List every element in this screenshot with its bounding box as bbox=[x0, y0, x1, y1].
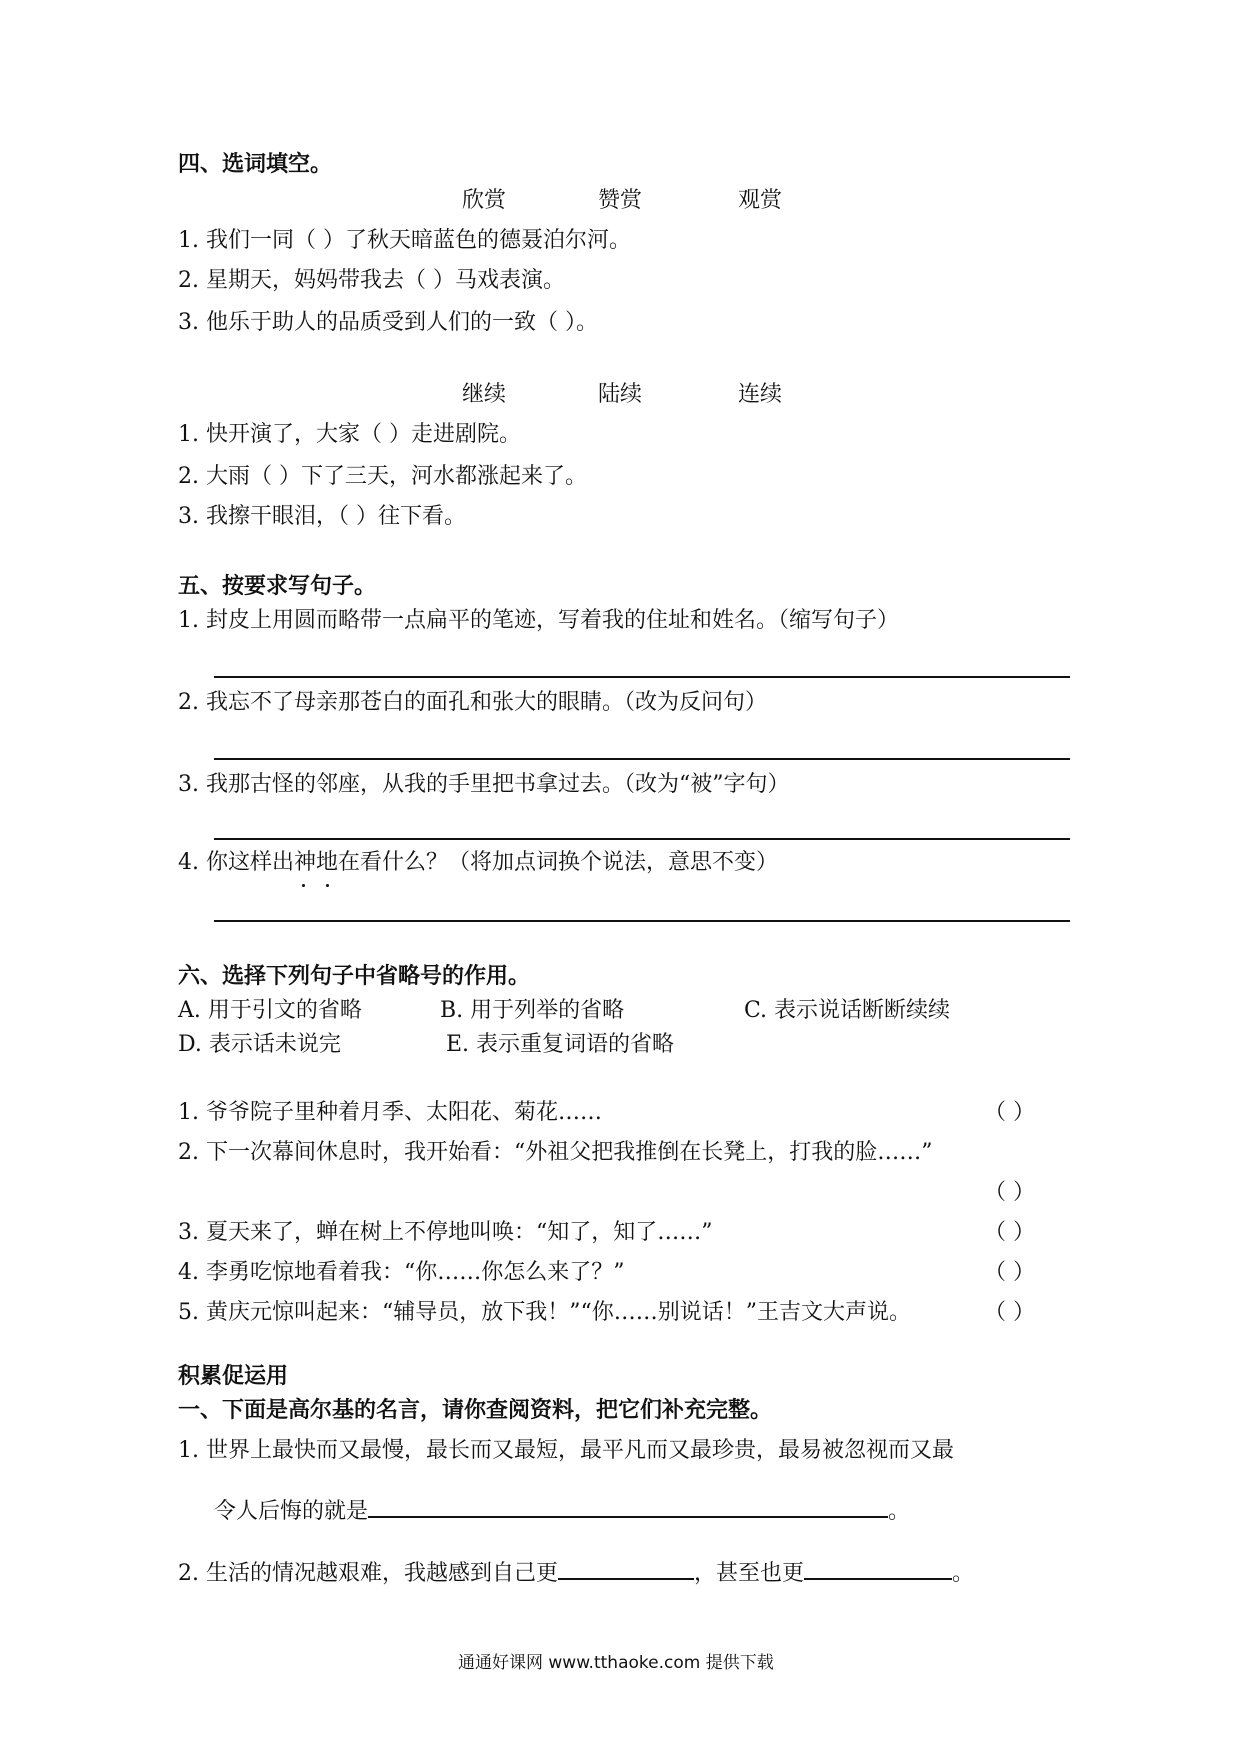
quote-prefix: 2. 生活的情况越艰难，我越感到自己更 bbox=[178, 1561, 558, 1586]
answer-line[interactable] bbox=[214, 758, 1070, 760]
answer-paren[interactable]: （ ） bbox=[984, 1180, 1035, 1205]
question-item: 2. 大雨（ ）下了三天，河水都涨起来了。 bbox=[178, 464, 587, 489]
question-item: 4. 李勇吃惊地看着我：“你……你怎么来了？” bbox=[178, 1260, 625, 1285]
answer-line[interactable] bbox=[214, 920, 1070, 922]
fill-blank[interactable] bbox=[368, 1494, 888, 1518]
answer-paren[interactable]: （ ） bbox=[984, 1100, 1035, 1125]
emphasis-dot bbox=[302, 884, 305, 887]
answer-line[interactable] bbox=[214, 676, 1070, 678]
quote-suffix: 。 bbox=[888, 1499, 911, 1524]
question-item: 3. 夏天来了，蝉在树上不停地叫唤：“知了，知了……” bbox=[178, 1220, 713, 1245]
fill-blank[interactable] bbox=[558, 1556, 694, 1580]
question-item: 1. 爷爷院子里种着月季、太阳花、菊花…… bbox=[178, 1100, 602, 1125]
footer-text: 通通好课网 www.tthaoke.com 提供下载 bbox=[458, 1653, 774, 1673]
option-e: E. 表示重复词语的省略 bbox=[446, 1032, 675, 1057]
quote-fill-2 bbox=[178, 1556, 974, 1589]
accumulation-heading: 积累促运用 bbox=[178, 1364, 289, 1389]
question-item: 1. 我们一同（ ）了秋天暗蓝色的德聂泊尔河。 bbox=[178, 228, 631, 253]
answer-paren[interactable]: （ ） bbox=[984, 1260, 1035, 1285]
accumulation-title: 一、下面是高尔基的名言，请你查阅资料，把它们补充完整。 bbox=[178, 1398, 773, 1423]
answer-line[interactable] bbox=[214, 838, 1070, 840]
answer-paren[interactable]: （ ） bbox=[984, 1220, 1035, 1245]
word-option: 欣赏 bbox=[462, 188, 507, 213]
section-4-title: 四、选词填空。 bbox=[178, 152, 333, 177]
quote-suffix: 。 bbox=[952, 1561, 975, 1586]
question-item: 2. 星期天，妈妈带我去（ ）马戏表演。 bbox=[178, 268, 565, 293]
question-item: 5. 黄庆元惊叫起来：“辅导员，放下我！”“你……别说话！”王吉文大声说。 bbox=[178, 1300, 911, 1325]
word-option: 赞赏 bbox=[598, 188, 643, 213]
emphasis-dot bbox=[326, 884, 329, 887]
word-option: 继续 bbox=[462, 382, 507, 407]
section-5-title: 五、按要求写句子。 bbox=[178, 574, 377, 599]
option-c: C. 表示说话断断续续 bbox=[744, 998, 951, 1023]
word-option: 陆续 bbox=[598, 382, 643, 407]
question-item: 1. 世界上最快而又最慢，最长而又最短，最平凡而又最珍贵，最易被忽视而又最 bbox=[178, 1438, 954, 1463]
question-item: 3. 他乐于助人的品质受到人们的一致（ ）。 bbox=[178, 310, 598, 335]
option-b: B. 用于列举的省略 bbox=[440, 998, 625, 1023]
question-item: 1. 封皮上用圆而略带一点扁平的笔迹，写着我的住址和姓名。（缩写句子） bbox=[178, 608, 899, 633]
quote-prefix: 令人后悔的就是 bbox=[214, 1499, 369, 1524]
question-item: 3. 我擦干眼泪，（ ）往下看。 bbox=[178, 504, 466, 529]
question-item: 4. 你这样出神地在看什么？（将加点词换个说法，意思不变） bbox=[178, 850, 778, 875]
question-item: 1. 快开演了，大家（ ）走进剧院。 bbox=[178, 422, 521, 447]
fill-blank[interactable] bbox=[804, 1556, 952, 1580]
word-option: 观赏 bbox=[738, 188, 783, 213]
question-item: 2. 我忘不了母亲那苍白的面孔和张大的眼睛。（改为反问句） bbox=[178, 690, 767, 715]
section-6-title: 六、选择下列句子中省略号的作用。 bbox=[178, 964, 531, 989]
question-item: 3. 我那古怪的邻座，从我的手里把书拿过去。（改为“被”字句） bbox=[178, 772, 790, 797]
word-option: 连续 bbox=[738, 382, 783, 407]
quote-fill-1 bbox=[214, 1494, 910, 1527]
quote-mid: ，甚至也更 bbox=[694, 1561, 805, 1586]
option-d: D. 表示话未说完 bbox=[178, 1032, 341, 1057]
question-item: 2. 下一次幕间休息时，我开始看：“外祖父把我推倒在长凳上，打我的脸……” bbox=[178, 1140, 933, 1165]
answer-paren[interactable]: （ ） bbox=[984, 1300, 1035, 1325]
option-a: A. 用于引文的省略 bbox=[178, 998, 362, 1023]
